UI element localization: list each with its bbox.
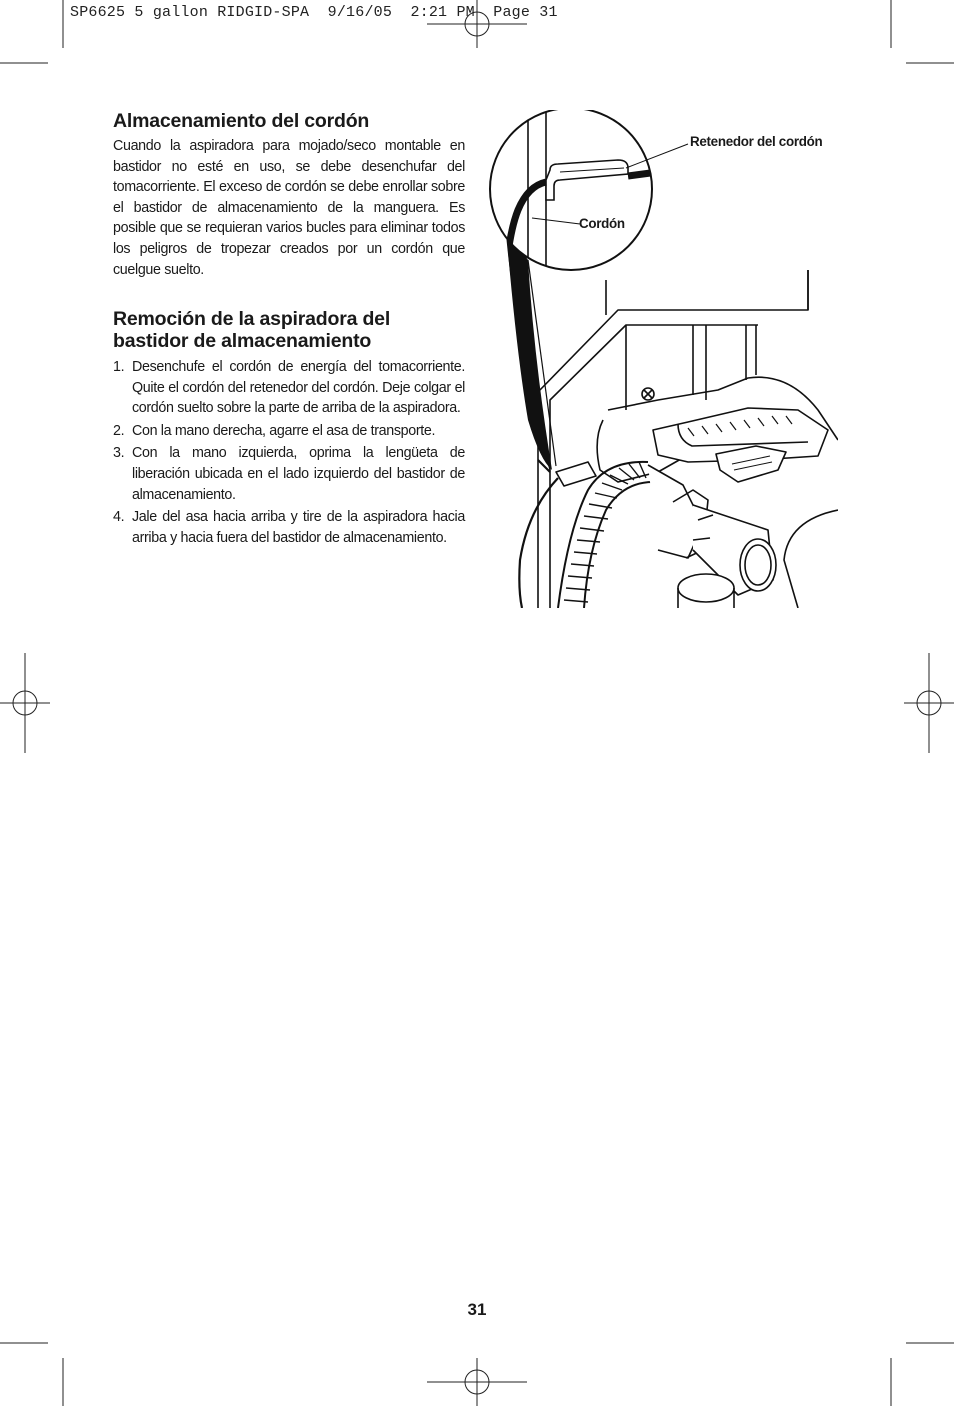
step-item <box>113 443 465 505</box>
removal-heading <box>113 308 465 352</box>
registration-mark-bottom <box>427 1358 527 1406</box>
step-number: 4. <box>113 509 125 526</box>
step-item <box>113 421 465 442</box>
removal-steps <box>113 357 465 548</box>
cord-storage-heading: Almacenamiento del cordón <box>113 110 370 132</box>
registration-mark-right <box>904 653 954 753</box>
page-number: 31 <box>467 1300 487 1319</box>
print-slug: SP6625 5 gallon RIDGID-SPA 9/16/05 2:21 PM Page 31 <box>70 4 558 21</box>
step-text: Con la mano izquierda, oprima la lengüeta de liberación ubicada en el lado izquierdo del bastidor de almacenamiento. <box>132 445 465 503</box>
registration-mark-left <box>0 653 50 753</box>
step-number: 2. <box>113 422 125 439</box>
illustration-drawing <box>488 110 838 612</box>
step-item <box>113 357 465 419</box>
removal-heading-line2: bastidor de almacenamiento <box>113 330 372 352</box>
callout-cord: Cordón <box>579 216 625 231</box>
step-number: 1. <box>113 359 125 375</box>
cord-storage-paragraph: Cuando la aspiradora para mojado/seco montable en bastidor no esté en uso, se debe desenchufar del tomacorriente. El exceso de cordón se debe enrollar sobre el bastidor de almacenamiento de la manguera. Es posible que se requieran varios bucles para eliminar todos los peligros de tropezar creados por un cordón que cuelgue suelto. <box>113 138 465 278</box>
step-text: Con la mano derecha, agarre el asa de transporte. <box>132 422 436 439</box>
step-text: Desenchufe el cordón de energía del tomacorriente. Quite el cordón del retenedor del cordón. Deje colgar el cordón suelto sobre la parte de arriba de la aspiradora. <box>132 359 465 417</box>
removal-section <box>113 308 465 550</box>
step-text: Jale del asa hacia arriba y tire de la aspiradora hacia arriba y hacia fuera del bastidor de almacenamiento. <box>132 509 465 546</box>
removal-heading-line1: Remoción de la aspiradora del <box>113 308 391 330</box>
callout-cord-retainer: Retenedor del cordón <box>690 134 823 149</box>
vacuum-rack-illustration <box>488 110 838 612</box>
step-item <box>113 507 465 548</box>
registration-mark-top <box>427 0 527 48</box>
step-number: 3. <box>113 445 125 462</box>
cord-storage-section <box>113 110 465 280</box>
